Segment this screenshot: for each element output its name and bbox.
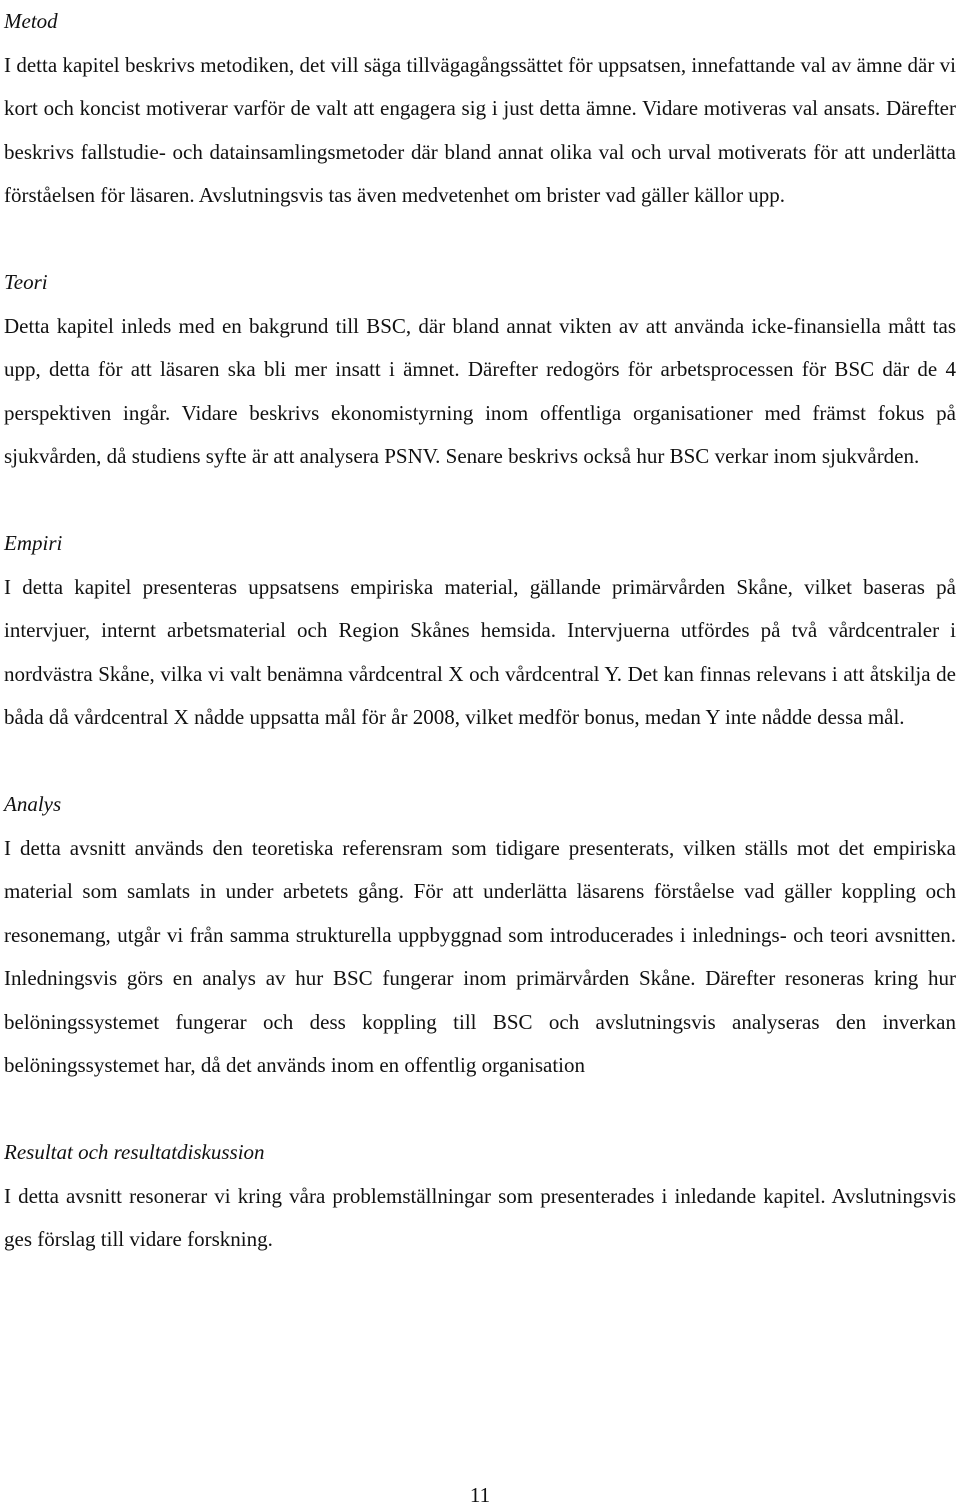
section-paragraph: I detta avsnitt resonerar vi kring våra problemställningar som presenterades i inledande kapitel. Avslutningsvis ges förslag till vidare forskning. (4, 1183, 956, 1251)
section-paragraph: I detta kapitel beskrivs metodiken, det vill säga tillvägagångssättet för uppsatsen, innefattande val av ämne där vi kort och koncist motiverar varför de valt att engagera sig i just detta ämne. Vidare motiveras val ansats. Därefter beskrivs fallstudie- och datainsamlingsmetoder där bland annat olika val och urval motiverats för att underlätta förståelsen för läsaren. Avslutningsvis tas även medvetenhet om brister vad gäller källor upp. (4, 52, 956, 207)
section-paragraph: Detta kapitel inleds med en bakgrund till BSC, där bland annat vikten av att använda icke-finansiella mått tas upp, detta för att läsaren ska bli mer insatt i ämnet. Därefter redogörs för arbetsprocessen för BSC där de 4 perspektiven ingår. Vidare beskrivs ekonomistyrning inom offentliga organisationer med främst fokus på sjukvården, då studiens syfte är att analysera PSNV. Senare beskrivs också hur BSC verkar inom sjukvården. (4, 313, 956, 468)
section-analys (4, 783, 956, 1088)
section-empiri (4, 522, 956, 740)
page-number: 11 (469, 1483, 491, 1507)
section-heading: Empiri (4, 531, 63, 555)
section-metod (4, 0, 956, 218)
section-heading: Teori (4, 270, 48, 294)
section-heading: Resultat och resultatdiskussion (4, 1140, 265, 1164)
document-page (4, 0, 956, 1262)
section-heading: Metod (4, 9, 58, 33)
section-resultat (4, 1131, 956, 1262)
section-heading: Analys (4, 792, 62, 816)
section-paragraph: I detta kapitel presenteras uppsatsens empiriska material, gällande primärvården Skåne, vilket baseras på intervjuer, internt arbetsmaterial och Region Skånes hemsida. Intervjuerna utfördes på två vårdcentraler i nordvästra Skåne, vilka vi valt benämna vårdcentral X och vårdcentral Y. Det kan finnas relevans i att åtskilja de båda då vårdcentral X nådde uppsatta mål för år 2008, vilket medför bonus, medan Y inte nådde dessa mål. (4, 574, 956, 729)
section-teori (4, 261, 956, 479)
section-paragraph: I detta avsnitt används den teoretiska referensram som tidigare presenterats, vilken ställs mot det empiriska material som samlats in under arbetets gång. För att underlätta läsarens förståelse vad gäller koppling och resonemang, utgår vi från samma strukturella uppbyggnad som introducerades i inlednings- och teori avsnitten. Inledningsvis görs en analys av hur BSC fungerar inom primärvården Skåne. Därefter resoneras kring hur belöningssystemet fungerar och dess koppling till BSC och avslutningsvis analyseras den inverkan belöningssystemet har, då det används inom en offentlig organisation (4, 835, 956, 1077)
